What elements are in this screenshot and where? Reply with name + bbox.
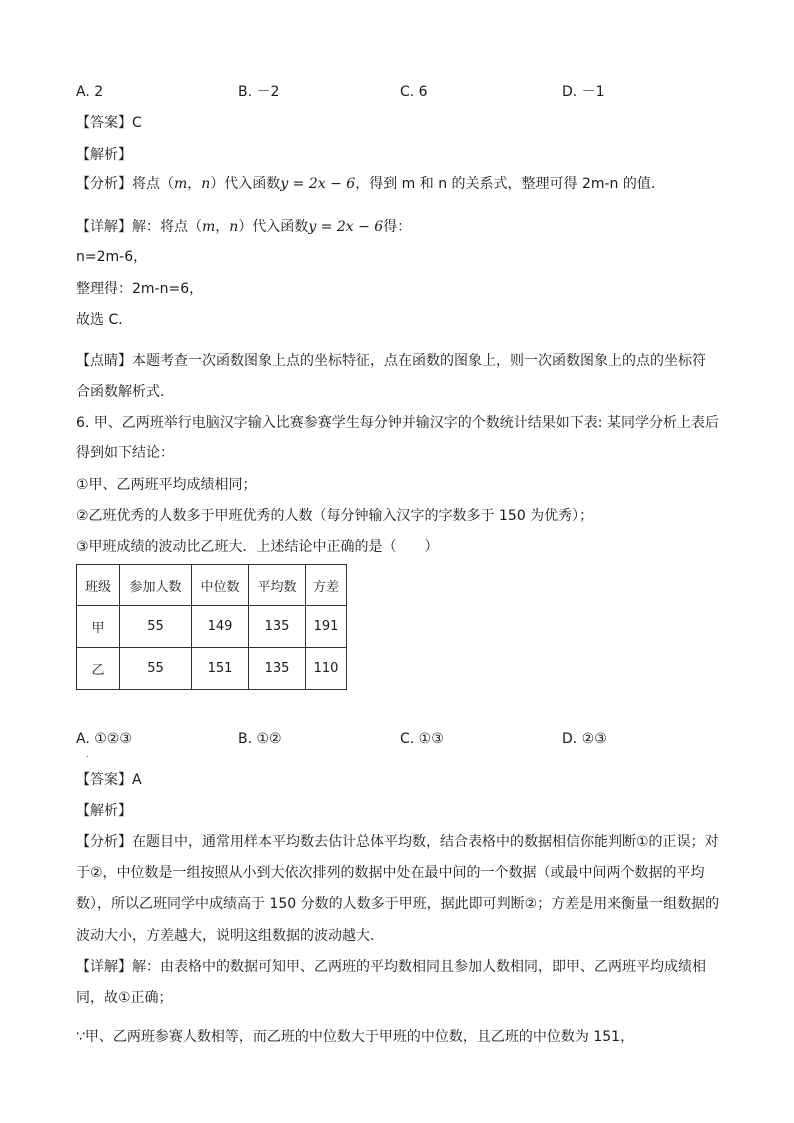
table-row xyxy=(77,606,347,648)
comma: ， xyxy=(215,219,230,235)
q5-option-a: A. 2 xyxy=(76,84,104,100)
q6-answer: 【答案】A xyxy=(76,772,142,788)
score-stats-table xyxy=(76,564,347,690)
q5-step-2: 整理得：2m-n=6， xyxy=(76,281,204,297)
table-cell: 110 xyxy=(306,648,347,690)
table-header-cell: 中位数 xyxy=(192,565,249,606)
q5-analysis-heading: 【解析】 xyxy=(76,147,132,163)
table-cell: 乙 xyxy=(77,648,120,690)
q5-option-b: B. －2 xyxy=(238,84,280,100)
table-cell: 甲 xyxy=(77,606,120,648)
table-cell: 191 xyxy=(306,606,347,648)
table-header-cell: 班级 xyxy=(77,565,120,606)
q5-comment-line-2: 合函数解析式． xyxy=(76,384,174,400)
function-formula: y = 2x − 6 xyxy=(280,176,356,192)
q6-stem-line-2: 得到如下结论： xyxy=(76,445,174,461)
q6-analysis-line-1: 【分析】在题目中，通常用样本平均数去估计总体平均数，结合表格中的数据相信你能判断①的正误；对 xyxy=(76,834,719,850)
table-row xyxy=(77,648,347,690)
q6-analysis-line-2: 于②，中位数是一组按照从小到大依次排列的数据中处在最中间的一个数据（或最中间两个数据的平均 xyxy=(76,865,705,881)
q6-stem-line-1: 6. 甲、乙两班举行电脑汉字输入比赛参赛学生每分钟并输汉字的个数统计结果如下表: 某同学分析上表后 xyxy=(76,415,719,431)
function-formula: y = 2x − 6 xyxy=(308,219,384,235)
q5-step-1: n=2m-6， xyxy=(76,249,148,265)
q5-analysis-line xyxy=(76,174,665,194)
q5-comment-line-1: 【点睛】本题考查一次函数图象上点的坐标特征，点在函数的图象上，则一次函数图象上的点的坐标符 xyxy=(76,353,706,369)
q6-detail-line-2: 同，故①正确； xyxy=(76,990,173,1006)
var-n: n xyxy=(229,219,239,235)
q5-detail-post: 得： xyxy=(383,219,412,235)
var-m: m xyxy=(202,219,216,235)
table-header-cell: 参加人数 xyxy=(120,565,192,606)
q5-option-d: D. －1 xyxy=(562,84,605,100)
stray-mark: . xyxy=(86,750,89,759)
q6-conclusion-1: ①甲、乙两班平均成绩相同； xyxy=(76,477,257,493)
q5-option-c: C. 6 xyxy=(400,84,428,100)
q6-option-b: B. ①② xyxy=(238,731,282,747)
q5-detail-line xyxy=(76,217,411,237)
q5-fenxi-pre: 【分析】将点（ xyxy=(76,176,174,192)
table-cell: 55 xyxy=(120,648,192,690)
table-header-cell: 方差 xyxy=(306,565,347,606)
var-n: n xyxy=(201,176,211,192)
q5-answer: 【答案】C xyxy=(76,115,142,131)
q6-detail-line-3: ∵甲、乙两班参赛人数相等，而乙班的中位数大于甲班的中位数，且乙班的中位数为 151， xyxy=(76,1029,635,1045)
comma: ， xyxy=(187,176,202,192)
table-cell: 151 xyxy=(192,648,249,690)
q6-analysis-heading: 【解析】 xyxy=(76,803,132,819)
q5-detail-mid: ）代入函数 xyxy=(238,219,309,235)
q5-step-3: 故选 C． xyxy=(76,312,133,328)
table-cell: 55 xyxy=(120,606,192,648)
q6-option-d: D. ②③ xyxy=(562,731,607,747)
q6-option-a: A. ①②③ xyxy=(76,731,132,747)
var-m: m xyxy=(174,176,188,192)
q6-conclusion-2: ②乙班优秀的人数多于甲班优秀的人数（每分钟输入汉字的字数多于 150 为优秀）； xyxy=(76,508,594,524)
q5-fenxi-mid: ）代入函数 xyxy=(210,176,281,192)
q6-detail-line-1: 【详解】解：由表格中的数据可知甲、乙两班的平均数相同且参加人数相同，即甲、乙两班平均成绩相 xyxy=(76,959,706,975)
q5-fenxi-post: ，得到 m 和 n 的关系式，整理可得 2m-n 的值． xyxy=(355,176,665,192)
q6-conclusion-3: ③甲班成绩的波动比乙班大．上述结论中正确的是（ ） xyxy=(76,539,439,555)
table-cell: 149 xyxy=(192,606,249,648)
q6-option-c: C. ①③ xyxy=(400,731,444,747)
q5-detail-pre: 【详解】解：将点（ xyxy=(76,219,202,235)
q6-analysis-line-3: 数），所以乙班同学中成绩高于 150 分数的人数多于甲班，据此即可判断②；方差是用来衡量一组数据的 xyxy=(76,896,720,912)
q6-analysis-line-4: 波动大小，方差越大，说明这组数据的波动越大． xyxy=(76,928,384,944)
table-header-row xyxy=(77,565,347,606)
table-cell: 135 xyxy=(249,648,306,690)
table-cell: 135 xyxy=(249,606,306,648)
table-header-cell: 平均数 xyxy=(249,565,306,606)
